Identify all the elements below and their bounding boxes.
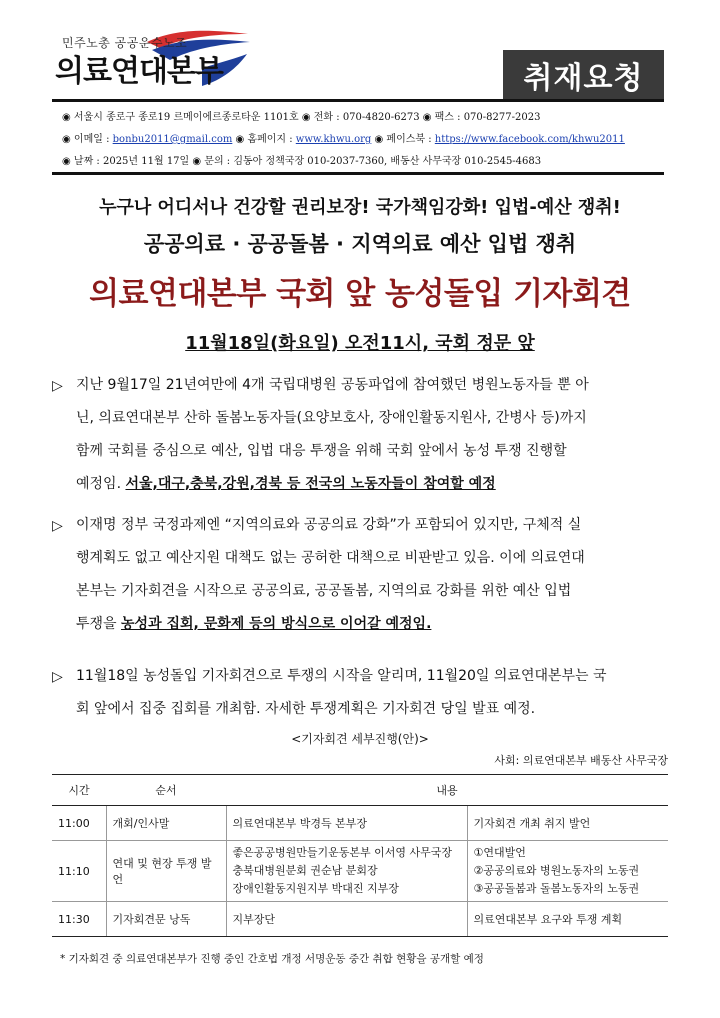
topic-cell: 의료연대본부 요구와 투쟁 계획 (467, 902, 668, 937)
paragraph-line (76, 617, 431, 631)
paragraph-line: 11월18일 농성돌입 기자회견으로 투쟁의 시작을 알리며, 11월20일 의료연대본부는 국 (76, 668, 607, 684)
homepage-link[interactable]: www.khwu.org (295, 134, 372, 145)
emphasis-text: 농성과 집회, 문화제 등의 방식으로 이어갈 예정임. (121, 616, 432, 632)
speaker-line: 좋은공공병원만들기운동본부 이서영 사무국장 (232, 846, 453, 859)
column-header-time: 시간 (52, 775, 106, 806)
contact-address-line (62, 108, 540, 123)
table-row (52, 806, 668, 841)
paragraph-text: 예정임. (76, 476, 126, 492)
speaker-cell: 의료연대본부 박경득 본부장 (226, 806, 467, 841)
paragraph-line: 본부는 기자회견을 시작으로 공공의료, 공공돌봄, 지역의료 강화를 위한 예산 입법 (76, 583, 572, 599)
topic-cell: 기자회견 개최 취지 발언 (467, 806, 668, 841)
bullet-icon: ◉ (62, 134, 71, 145)
org-subtitle: 민주노총 공공운수노조 (62, 36, 188, 50)
topic-heading: 공공의료 · 공공돌봄 · 지역의료 예산 입법 쟁취 (143, 232, 577, 256)
paragraph-line: 회 앞에서 집중 집회를 개최함. 자세한 투쟁계획은 기자회견 당일 발표 예정. (76, 701, 536, 717)
schedule-caption: <기자회견 세부진행(안)> (291, 732, 429, 746)
topic-line: ③공공돌봄과 돌봄노동자의 노동권 (473, 882, 640, 895)
event-time-place: 11월18일(화요일) 오전11시, 국회 정문 앞 (185, 333, 535, 354)
speaker-line: 장애인활동지원지부 박대진 지부장 (232, 882, 399, 895)
table-footnote: * 기자회견 중 의료연대본부가 진행 중인 간호법 개정 서명운동 중간 취합 현황을 공개할 예정 (60, 953, 484, 965)
topic-line: ①연대발언 (473, 846, 526, 859)
date-contact-text: 날짜 : 2025년 11월 17일 ◉ 문의 : 김동아 정책국장 010-2037-7360, 배동산 사무국장 010-2545-4683 (73, 156, 542, 167)
speaker-cell (226, 841, 467, 902)
column-header-content: 내용 (226, 775, 668, 806)
paragraph-line: 행계획도 없고 예산지원 대책도 없는 공허한 대책으로 비판받고 있음. 이에 의료연대 (76, 550, 585, 566)
schedule-table (52, 774, 668, 937)
table-header-row (52, 775, 668, 806)
topic-cell (467, 841, 668, 902)
paragraph-line: 함께 국회를 중심으로 예산, 입법 대응 투쟁을 위해 국회 앞에서 농성 투쟁 진행할 (76, 443, 567, 459)
header-divider (52, 99, 664, 102)
order-cell: 개회/인사말 (106, 806, 226, 841)
table-row (52, 902, 668, 937)
order-cell: 기자회견문 낭독 (106, 902, 226, 937)
homepage-label: ◉ 홈페이지 : (232, 134, 296, 145)
slogan-heading: 누구나 어디서나 건강할 권리보장! 국가책임강화! 입법-예산 쟁취! (99, 197, 621, 218)
contact-web-line (62, 130, 625, 145)
email-label: 이메일 : (73, 134, 113, 145)
speaker-line: 충북대병원분회 권순남 분회장 (232, 864, 378, 877)
bullet-icon: ◉ (62, 156, 71, 167)
paragraph-line (76, 477, 496, 491)
paragraph-text: 투쟁을 (76, 616, 122, 632)
address-text: 서울시 종로구 종로19 르메이에르종로타운 1101호 ◉ 전화 : 070-4820-6273 ◉ 팩스 : 070-8277-2023 (73, 112, 541, 123)
bullet-arrow-icon: ▷ (52, 669, 63, 685)
facebook-label: ◉ 페이스북 : (371, 134, 435, 145)
time-cell: 11:30 (52, 902, 106, 937)
paragraph-line: 이재명 정부 국정과제엔 “지역의료와 공공의료 강화”가 포함되어 있지만, 구체적 실 (76, 517, 582, 533)
emcee-note: 사회: 의료연대본부 배동산 사무국장 (494, 754, 668, 767)
email-link[interactable]: bonbu2011@gmail.com (112, 134, 233, 145)
bullet-arrow-icon: ▷ (52, 518, 63, 534)
bullet-arrow-icon: ▷ (52, 378, 63, 394)
press-title: 의료연대본부 국회 앞 농성돌입 기자회견 (89, 276, 631, 312)
time-cell: 11:10 (52, 841, 106, 902)
table-row (52, 841, 668, 902)
contact-date-line (62, 152, 541, 167)
order-cell: 연대 및 현장 투쟁 발언 (106, 841, 226, 902)
org-name: 의료연대본부 (55, 54, 223, 89)
press-request-badge: 취재요청 (503, 50, 664, 100)
topic-line: ②공공의료와 병원노동자의 노동권 (473, 864, 640, 877)
bullet-icon: ◉ (62, 112, 71, 123)
paragraph-line: 닌, 의료연대본부 산하 돌봄노동자들(요양보호사, 장애인활동지원사, 간병사 등)까지 (76, 410, 587, 426)
time-cell: 11:00 (52, 806, 106, 841)
contact-divider (52, 172, 664, 175)
paragraph-line: 지난 9월17일 21년여만에 4개 국립대병원 공동파업에 참여했던 병원노동자들 뿐 아 (76, 377, 589, 393)
facebook-link[interactable]: https://www.facebook.com/khwu2011 (434, 134, 625, 145)
emphasis-text: 서울,대구,충북,강원,경북 등 전국의 노동자들이 참여할 예정 (125, 476, 496, 492)
column-header-order: 순서 (106, 775, 226, 806)
speaker-cell: 지부장단 (226, 902, 467, 937)
